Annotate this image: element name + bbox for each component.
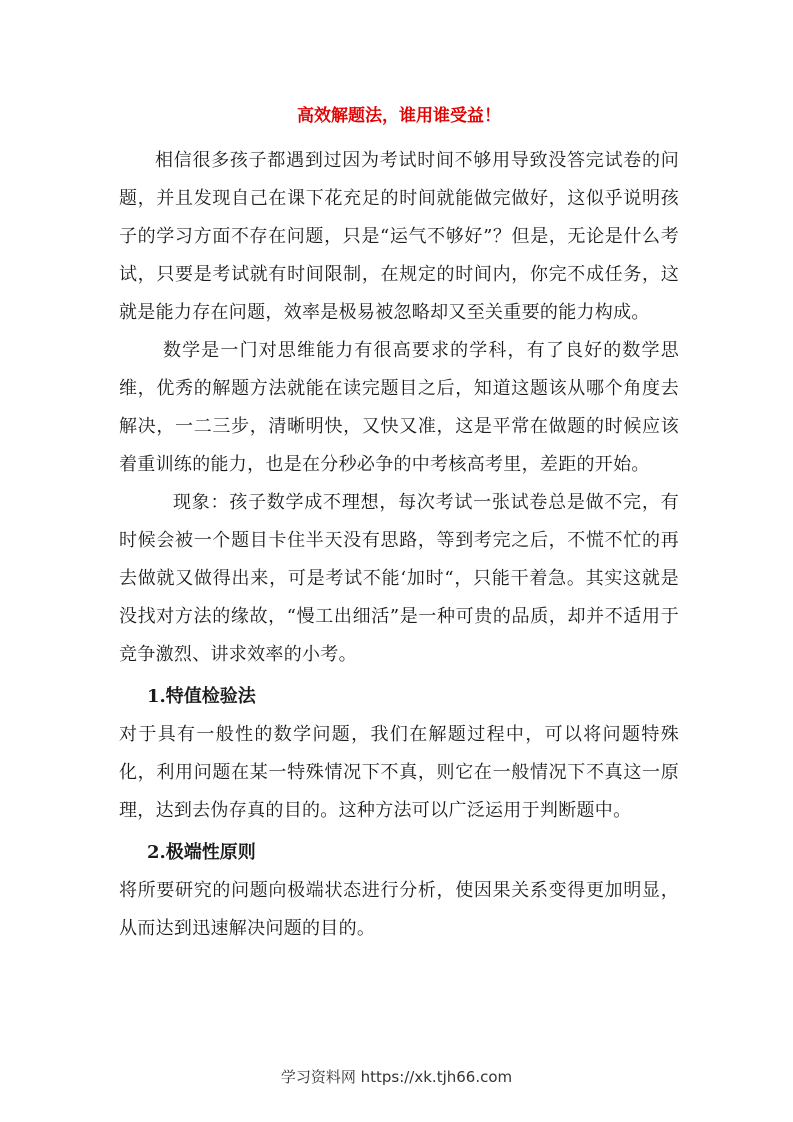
section-heading-special-value: 1.特值检验法 (147, 686, 256, 707)
section-body-extreme-principle: 将所要研究的问题向极端状态进行分析，使因果关系变得更加明显，从而达到迅速解决问题的目的。 (119, 880, 679, 939)
paragraph-intro: 相信很多孩子都遇到过因为考试时间不够用导致没答完试卷的问题，并且发现自己在课下花充足的时间就能做完做好，这似乎说明孩子的学习方面不存在问题，只是“运气不够好”？但是，无论是什么考试，只要是考试就有时间限制，在规定的时间内，你完不成任务，这就是能力存在问题，效率是极易被忽略却又至关重要的能力构成。 (119, 150, 679, 323)
paragraph-math-thinking: 数学是一门对思维能力有很高要求的学科，有了良好的数学思维，优秀的解题方法就能在读完题目之后，知道这题该从哪个角度去解决，一二三步，清晰明快，又快又准，这是平常在做题的时候应该着重训练的能力，也是在分秒必争的中考核高考里，差距的开始。 (119, 340, 679, 475)
document-content (119, 104, 679, 948)
paragraph-phenomenon: 现象：孩子数学成不理想，每次考试一张试卷总是做不完，有时候会被一个题目卡住半天没有思路，等到考完之后，不慌不忙的再去做就又做得出来，可是考试不能‘加时“，只能干着急。其实这就是没找对方法的缘故，“慢工出细活”是一种可贵的品质，却并不适用于竞争激烈、讲求效率的小考。 (119, 492, 679, 665)
section-body-special-value: 对于具有一般性的数学问题，我们在解题过程中，可以将问题特殊化，利用问题在某一特殊情况下不真，则它在一般情况下不真这一原理，达到去伪存真的目的。这种方法可以广泛运用于判断题中。 (119, 724, 679, 821)
document-title: 高效解题法，谁用谁受益！ (297, 106, 501, 126)
page-footer: 学习资料网 https://xk.tjh66.com (280, 1068, 513, 1086)
section-heading-extreme-principle: 2.极端性原则 (147, 842, 256, 863)
